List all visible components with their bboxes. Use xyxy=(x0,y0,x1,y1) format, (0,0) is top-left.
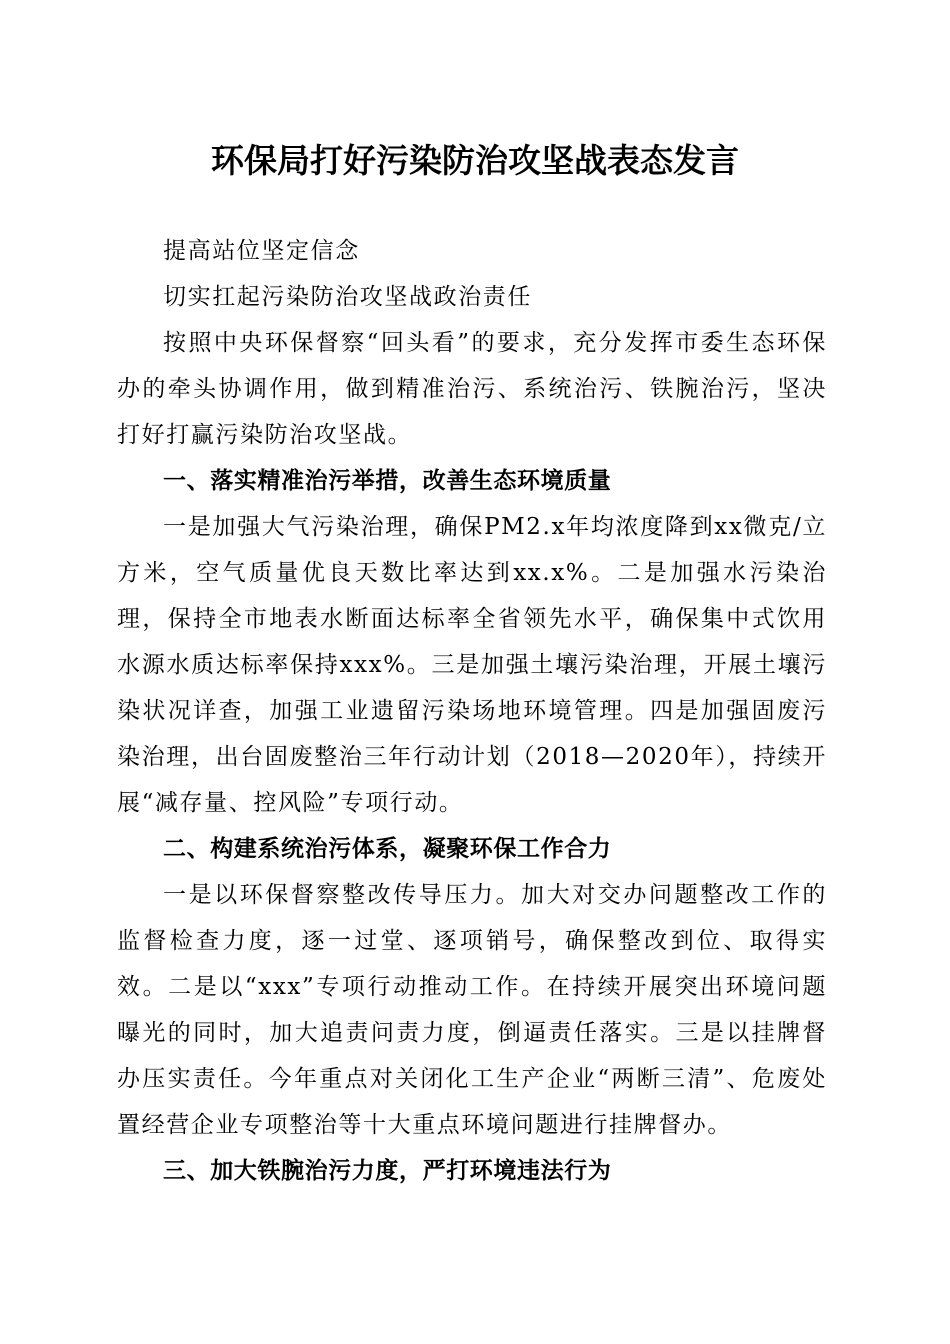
document-title: 环保局打好污染防治攻坚战表态发言 xyxy=(211,141,739,180)
section-heading: 一、落实精准治污举措，改善生态环境质量 xyxy=(163,468,612,494)
paragraph: 一是加强大气污染治理，确保PM2.x年均浓度降到xx微克/立方米，空气质量优良天数比率达到xx.x%。二是加强水污染治理，保持全市地表水断面达标率全省领先水平，确保集中式饮用水源水质达标率保持xxx%。三是加强土壤污染治理，开展土壤污染状况详查，加强工业遗留污染场地环境管理。四是加强固废污染治理，出台固废整治三年行动计划（2018—2020年），持续开展“减存量、控风险”专项行动。 xyxy=(117,514,827,816)
section-heading: 三、加大铁腕治污力度，严打环境违法行为 xyxy=(163,1158,612,1184)
document-body xyxy=(117,228,827,1194)
paragraph: 切实扛起污染防治攻坚战政治责任 xyxy=(163,284,532,310)
paragraph: 按照中央环保督察“回头看”的要求，充分发挥市委生态环保办的牵头协调作用，做到精准治污、系统治污、铁腕治污，坚决打好打赢污染防治攻坚战。 xyxy=(117,330,827,448)
section-heading: 二、构建系统治污体系，凝聚环保工作合力 xyxy=(163,836,612,862)
paragraph: 提高站位坚定信念 xyxy=(163,238,360,264)
paragraph: 一是以环保督察整改传导压力。加大对交办问题整改工作的监督检查力度，逐一过堂、逐项销号，确保整改到位、取得实效。二是以“xxx”专项行动推动工作。在持续开展突出环境问题曝光的同时，加大追责问责力度，倒逼责任落实。三是以挂牌督办压实责任。今年重点对关闭化工生产企业“两断三清”、危废处置经营企业专项整治等十大重点环境问题进行挂牌督办。 xyxy=(117,882,827,1138)
